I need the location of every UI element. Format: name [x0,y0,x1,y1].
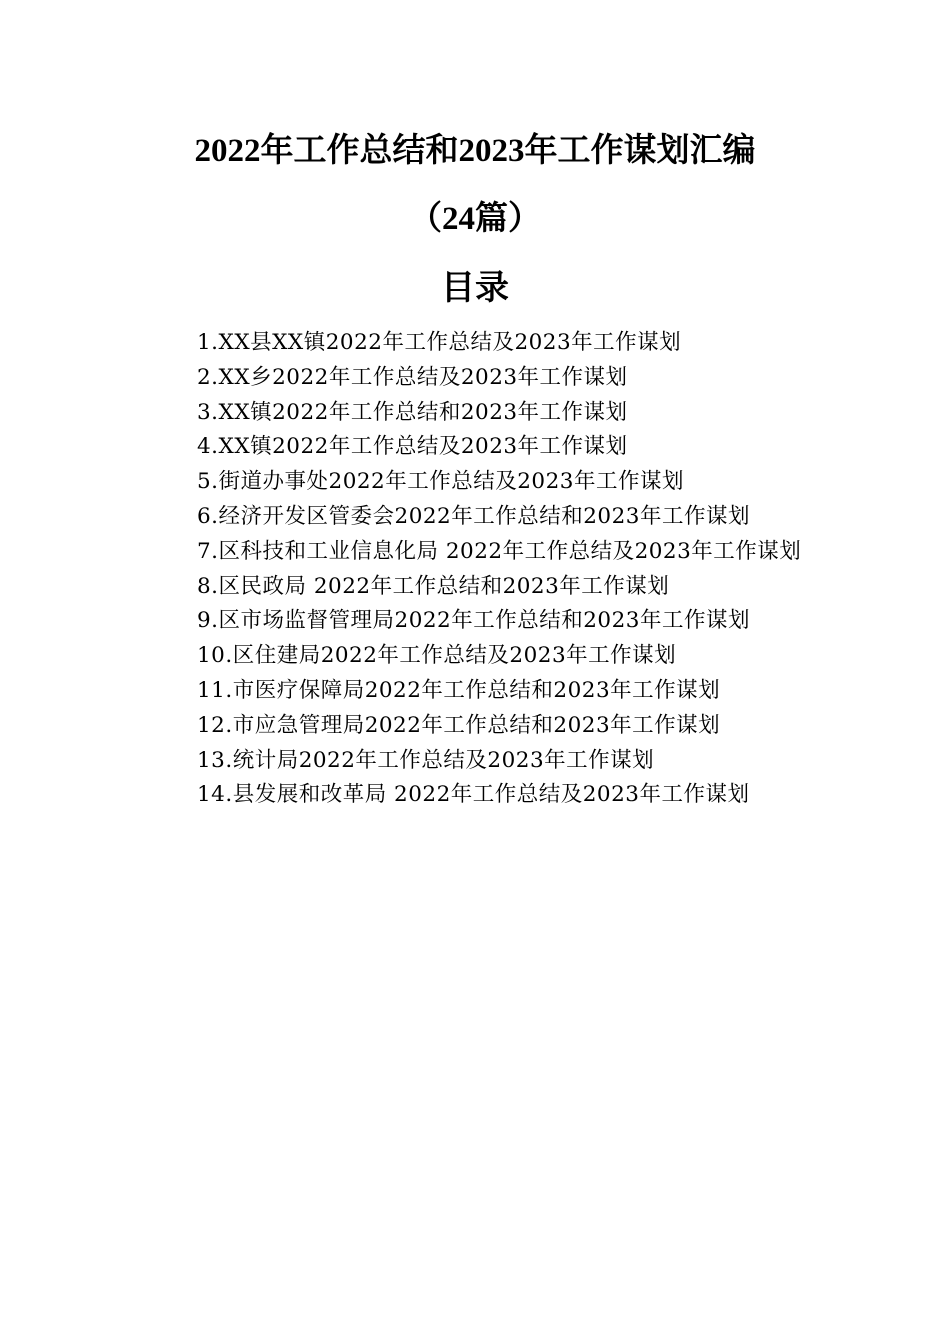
toc-item-7: 7.区科技和工业信息化局 2022年工作总结及2023年工作谋划 [197,538,802,564]
toc-item-1: 1.XX县XX镇2022年工作总结及2023年工作谋划 [197,330,682,355]
document-title: 2022年工作总结和2023年工作谋划汇编 [194,133,756,169]
toc-item-12: 12.市应急管理局2022年工作总结和2023年工作谋划 [197,712,721,738]
toc-item-2: 2.XX乡2022年工作总结及2023年工作谋划 [197,364,628,390]
toc-item-13: 13.统计局2022年工作总结及2023年工作谋划 [197,747,655,773]
toc-heading: 目录 [441,268,509,308]
toc-item-11: 11.市医疗保障局2022年工作总结和2023年工作谋划 [197,677,721,703]
toc-item-6: 6.经济开发区管委会2022年工作总结和2023年工作谋划 [197,503,750,529]
toc-item-8: 8.区民政局 2022年工作总结和2023年工作谋划 [197,573,670,599]
toc-item-10: 10.区住建局2022年工作总结及2023年工作谋划 [197,643,677,669]
toc-item-9: 9.区市场监督管理局2022年工作总结和2023年工作谋划 [197,608,750,634]
toc-item-4: 4.XX镇2022年工作总结及2023年工作谋划 [197,434,628,460]
toc-item-3: 3.XX镇2022年工作总结和2023年工作谋划 [197,399,628,425]
toc-item-14: 14.县发展和改革局 2022年工作总结及2023年工作谋划 [197,782,750,808]
document-subtitle: （24篇） [409,201,541,237]
toc-list [146,326,806,813]
toc-item-5: 5.街道办事处2022年工作总结及2023年工作谋划 [197,469,684,495]
